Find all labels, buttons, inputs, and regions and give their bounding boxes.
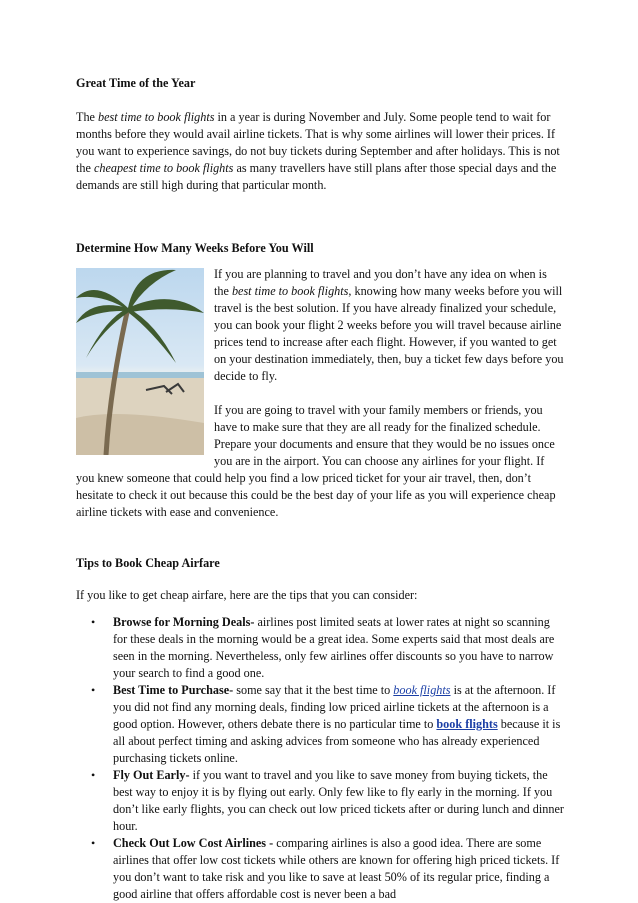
- document-body: [76, 75, 564, 903]
- paragraph-weeks-2: If you are going to travel with your family members or friends, you have to make sure that they are all ready for the finalized schedule. Prepare your documents and ensure that they would be no issues once you are in the airport. You can choose any airlines for your flight. If you knew someone that could help you find a low priced ticket for your air travel, then, don’t hesitate to check it out because this could be the best day of your life as you will experience cheap airline tickets with ease and convenience.: [76, 403, 556, 519]
- book-flights-link[interactable]: book flights: [393, 683, 451, 697]
- bullet-icon: •: [91, 768, 96, 782]
- heading-weeks-before: Determine How Many Weeks Before You Will: [76, 241, 314, 255]
- list-item: • Fly Out Early- if you want to travel and you like to save money from buying tickets, the best way to enjoy it is by flying out early. Only few like to fly early in the morning. If you don’t like early flights, you can check out low priced tickets after or during lunch and dinner hour.: [91, 768, 564, 833]
- heading-great-time: Great Time of the Year: [76, 76, 196, 90]
- beach-palm-illustration: [76, 268, 204, 455]
- list-item: • Check Out Low Cost Airlines - comparing airlines is also a good idea. There are some airlines that offer low cost tickets while others are known for offering high priced tickets. If you don’t want to take risk and you like to save at least 50% of its regular price, finding a good airline that offers affordable cost is never been a bad: [91, 836, 560, 901]
- paragraph-tips-intro: If you like to get cheap airfare, here are the tips that you can consider:: [76, 588, 418, 602]
- heading-tips: Tips to Book Cheap Airfare: [76, 556, 220, 570]
- bullet-icon: •: [91, 683, 96, 697]
- beach-palm-photo: [76, 268, 204, 455]
- tips-list: [76, 614, 564, 903]
- book-flights-link-bold[interactable]: book flights: [436, 717, 498, 731]
- paragraph-weeks-1: If you are planning to travel and you don’t have any idea on when is the best time to book flights, knowing how many weeks before you will travel is the best solution. If you have already finalized your schedule, you can book your flight 2 weeks before you will travel because airline prices tend to increase after each flight. However, if you wanted to get on your destination immediately, then, buy a ticket few days before you decide to fly.: [214, 267, 564, 383]
- list-item: • Browse for Morning Deals- airlines post limited seats at lower rates at night so scanning for these deals in the morning would be a great idea. Some experts said that most deals are seen in the morning. Nevertheless, only few airlines offer discounts so you have to narrow your search to find a good one.: [91, 615, 555, 680]
- paragraph-great-time: The best time to book flights in a year is during November and July. Some people tend to wait for months before they would avail airline tickets. That is why some airlines will lower their prices. If you want to experience savings, do not buy tickets during September and after holidays. This is not the cheapest time to book flights as many travellers have still plans after those special days and the demands are still high during that particular month.: [76, 110, 560, 192]
- bullet-icon: •: [91, 836, 96, 850]
- list-item: • Best Time to Purchase- some say that it the best time to book flights is at the afternoon. If you did not find any morning deals, finding low priced airline tickets at the afternoon is a good option. However, others debate there is no particular time to book flights because it is all about perfect timing and asking advices from someone who has already experienced purchasing tickets online.: [91, 683, 561, 765]
- bullet-icon: •: [91, 615, 96, 629]
